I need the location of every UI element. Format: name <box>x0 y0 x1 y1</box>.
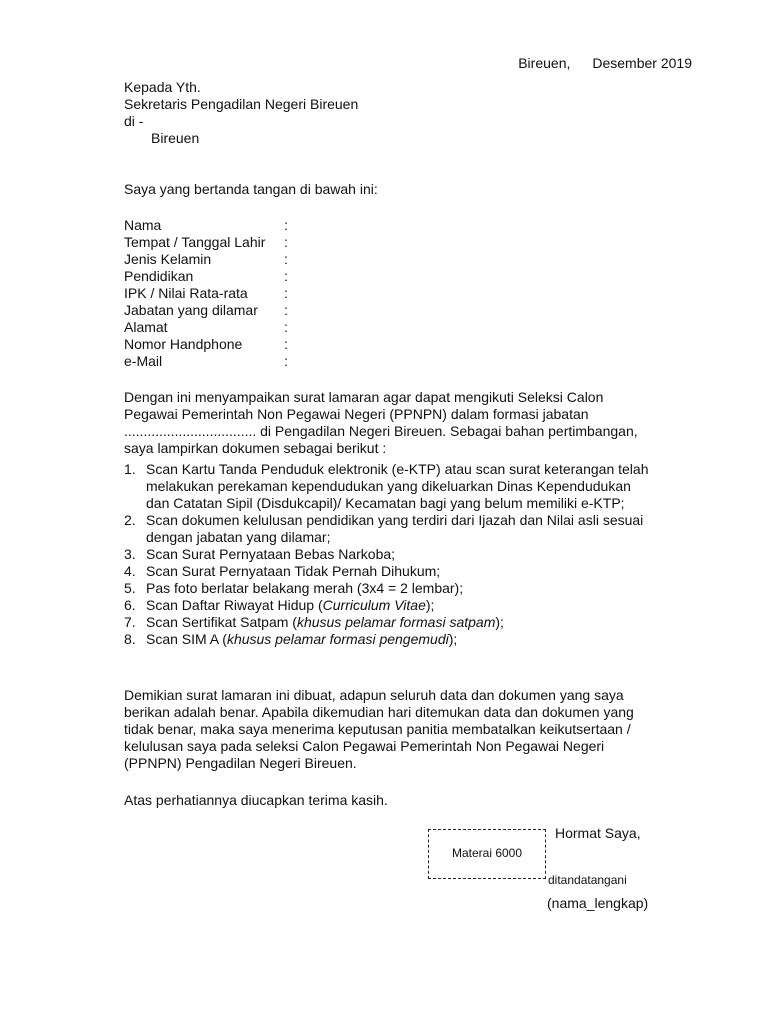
field-label: Pendidikan <box>124 268 194 284</box>
list-text <box>146 461 693 512</box>
paragraph-line: (PPNPN) Pengadilan Negeri Bireuen. <box>124 755 357 771</box>
field-label: Nama <box>124 217 162 233</box>
list-number: 6. <box>124 597 136 613</box>
field-colon: : <box>284 268 288 284</box>
paragraph-line: saya lampirkan dokumen sebagai berikut : <box>124 440 387 456</box>
closing-text: Atas perhatiannya diucapkan terima kasih. <box>124 792 388 808</box>
recipient-title: Sekretaris Pengadilan Negeri Bireuen <box>124 96 359 112</box>
field-colon: : <box>284 353 288 369</box>
field-gpa <box>124 285 288 302</box>
list-item <box>124 512 693 546</box>
field-label: Jenis Kelamin <box>124 251 212 267</box>
signature-greeting: Hormat Saya, <box>555 825 641 841</box>
field-label: Alamat <box>124 319 168 335</box>
list-line: melakukan perekaman kependudukan yang dikeluarkan Dinas Kependudukan <box>146 478 631 494</box>
list-line: dengan jabatan yang dilamar; <box>146 529 331 545</box>
date-value: Desember 2019 <box>592 55 692 71</box>
field-education <box>124 268 288 285</box>
paragraph-declaration <box>124 687 693 772</box>
list-text-italic: Curriculum Vitae <box>322 597 426 613</box>
applicant-fields <box>124 217 288 370</box>
list-line: dan Catatan Sipil (Disdukcapil)/ Kecamatan bagi yang belum memiliki e-KTP; <box>146 495 625 511</box>
attachment-list <box>124 461 693 648</box>
field-label: e-Mail <box>124 353 163 369</box>
field-label: Nomor Handphone <box>124 336 243 352</box>
field-colon: : <box>284 336 288 352</box>
list-line: Scan Kartu Tanda Penduduk elektronik (e-KTP) atau scan surat keterangan telah <box>146 461 649 477</box>
paragraph-line: kelulusan saya pada seleksi Calon Pegawai Pemerintah Non Pegawai Negeri <box>124 738 605 754</box>
list-item <box>124 461 693 512</box>
list-number: 1. <box>124 461 136 477</box>
paragraph-application <box>124 389 693 457</box>
list-text: Scan Surat Pernyataan Bebas Narkoba; <box>146 546 396 562</box>
recipient-block <box>124 79 358 147</box>
list-line: Scan dokumen kelulusan pendidikan yang terdiri dari Ijazah dan Nilai asli sesuai <box>146 512 644 528</box>
list-item <box>124 546 693 563</box>
list-number: 3. <box>124 546 136 562</box>
field-colon: : <box>284 302 288 318</box>
paragraph-line: .................................. di Pengadilan Negeri Bireuen. Sebagai bahan pertimbangan, <box>124 423 638 439</box>
paragraph-line: Dengan ini menyampaikan surat lamaran agar dapat mengikuti Seleksi Calon <box>124 389 604 405</box>
list-item <box>124 580 693 597</box>
paragraph-line: tidak benar, maka saya menerima keputusan panitia membatalkan keikutsertaan / <box>124 721 631 737</box>
field-email <box>124 353 288 370</box>
signature-note: ditandatangani <box>548 873 627 887</box>
field-phone <box>124 336 288 353</box>
list-text-pre: Scan Sertifikat Satpam ( <box>146 614 297 630</box>
list-item <box>124 597 693 614</box>
paragraph-line: Demikian surat lamaran ini dibuat, adapun seluruh data dan dokumen yang saya <box>124 687 624 703</box>
field-colon: : <box>284 234 288 250</box>
stamp-label: Materai 6000 <box>451 846 523 860</box>
list-text-post: ); <box>425 597 435 613</box>
field-colon: : <box>284 217 288 233</box>
field-position <box>124 302 288 319</box>
field-gender <box>124 251 288 268</box>
list-text-italic: khusus pelamar formasi satpam <box>296 614 496 630</box>
list-text <box>146 614 693 631</box>
list-item <box>124 614 693 631</box>
list-number: 4. <box>124 563 136 579</box>
field-ttl <box>124 234 288 251</box>
list-number: 2. <box>124 512 136 528</box>
list-text-italic: khusus pelamar formasi pengemudi <box>226 631 449 647</box>
list-number: 8. <box>124 631 136 647</box>
letter-date <box>518 55 692 72</box>
recipient-di: di - <box>124 113 144 129</box>
list-item <box>124 631 693 648</box>
list-item <box>124 563 693 580</box>
list-text <box>146 597 693 614</box>
list-text-pre: Scan SIM A ( <box>146 631 227 647</box>
intro-text: Saya yang bertanda tangan di bawah ini: <box>124 181 378 197</box>
list-text-pre: Scan Daftar Riwayat Hidup ( <box>146 597 323 613</box>
list-number: 7. <box>124 614 136 630</box>
field-label: IPK / Nilai Rata-rata <box>124 285 248 301</box>
list-number: 5. <box>124 580 136 596</box>
recipient-salutation: Kepada Yth. <box>124 79 201 95</box>
field-nama <box>124 217 288 234</box>
signature-name: (nama_lengkap) <box>547 895 649 911</box>
list-text <box>146 631 693 648</box>
field-address <box>124 319 288 336</box>
list-text-post: ); <box>495 614 504 630</box>
field-label: Jabatan yang dilamar <box>124 302 258 318</box>
paragraph-line: Pegawai Pemerintah Non Pegawai Negeri (PPNPN) dalam formasi jabatan <box>124 406 589 422</box>
list-text-post: ); <box>448 631 458 647</box>
list-text: Pas foto berlatar belakang merah (3x4 = 2 lembar); <box>146 580 464 596</box>
list-text <box>146 512 693 546</box>
date-place: Bireuen, <box>518 55 571 71</box>
field-colon: : <box>284 319 288 335</box>
list-text: Scan Surat Pernyataan Tidak Pernah Dihukum; <box>146 563 441 579</box>
field-colon: : <box>284 285 288 301</box>
field-label: Tempat / Tanggal Lahir <box>124 234 266 250</box>
recipient-city: Bireuen <box>151 130 200 146</box>
field-colon: : <box>284 251 288 267</box>
paragraph-line: berikan adalah benar. Apabila dikemudian hari ditemukan data dan dokumen yang <box>124 704 634 720</box>
